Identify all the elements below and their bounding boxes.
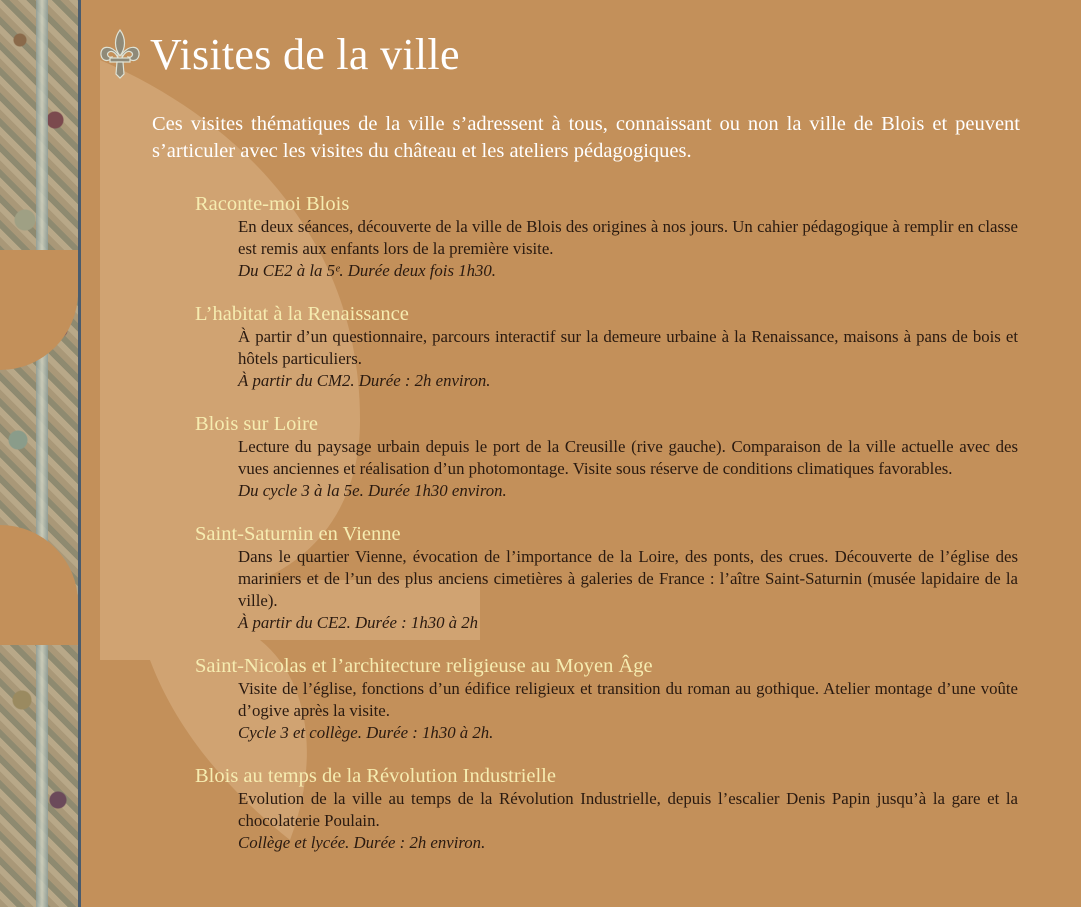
visit-level-duration: Du cycle 3 à la 5e. Durée 1h30 environ. [238, 481, 507, 500]
visit-item [195, 764, 1020, 854]
intro-paragraph: Ces visites thématiques de la ville s’adressent à tous, connaissant ou non la ville de Blois et peuvent s’articuler avec les visites du château et les ateliers pédagogiques. [152, 113, 1020, 162]
visit-title: Saint-Saturnin en Vienne [195, 523, 401, 545]
visit-description: Lecture du paysage urbain depuis le port de la Creusille (rive gauche). Comparaison de la ville actuelle avec des vues anciennes et réalisation d’un photomontage. Visite sous réserve de conditions climatiques favorables. [238, 437, 1018, 478]
visit-title: Blois sur Loire [195, 413, 318, 435]
visit-description: En deux séances, découverte de la ville de Blois des origines à nos jours. Un cahier pédagogique à remplir en classe est remis aux enfants lors de la première visite. [238, 217, 1018, 258]
visit-level-duration: À partir du CE2. Durée : 1h30 à 2h [238, 613, 479, 632]
visit-level-duration: Cycle 3 et collège. Durée : 1h30 à 2h. [238, 723, 494, 742]
visit-description: Dans le quartier Vienne, évocation de l’importance de la Loire, des ponts, des crues. Découverte de l’église des mariniers et de l’un des plus anciens cimetières à galeries de France : l’aître Saint-Saturnin (musée lapidaire de la ville). [238, 547, 1018, 610]
visit-item [195, 192, 1020, 282]
visit-title: Saint-Nicolas et l’architecture religieuse au Moyen Âge [195, 655, 653, 677]
visit-level-duration: À partir du CM2. Durée : 2h environ. [238, 371, 491, 390]
visit-description: À partir d’un questionnaire, parcours interactif sur la demeure urbaine à la Renaissance, maisons à pans de bois et hôtels particuliers. [238, 327, 1018, 368]
visit-level-duration: Collège et lycée. Durée : 2h environ. [238, 833, 486, 852]
fleur-de-lis-icon [98, 28, 142, 80]
visit-body [238, 788, 1018, 854]
visit-item [195, 412, 1020, 502]
visit-item [195, 302, 1020, 392]
visit-title: Blois au temps de la Révolution Industrielle [195, 765, 556, 787]
visit-body [238, 678, 1018, 744]
visit-body [238, 216, 1018, 282]
visit-description: Visite de l’église, fonctions d’un édifice religieux et transition du roman au gothique. Atelier montage d’une voûte d’ogive après la visite. [238, 679, 1018, 720]
visit-title: Raconte-moi Blois [195, 193, 350, 215]
visit-level-duration: Du CE2 à la 5ᵉ. Durée deux fois 1h30. [238, 261, 496, 280]
visit-item [195, 522, 1020, 634]
visit-body [238, 436, 1018, 502]
visits-list [195, 192, 1020, 874]
visit-body [238, 326, 1018, 392]
page-header [98, 28, 460, 80]
visit-title: L’habitat à la Renaissance [195, 303, 409, 325]
decorative-column [36, 0, 48, 907]
visit-body [238, 546, 1018, 634]
visit-item [195, 654, 1020, 744]
visit-description: Evolution de la ville au temps de la Révolution Industrielle, depuis l’escalier Denis Papin jusqu’à la gare et la chocolaterie Poulain. [238, 789, 1018, 830]
page-title: Visites de la ville [150, 29, 460, 79]
